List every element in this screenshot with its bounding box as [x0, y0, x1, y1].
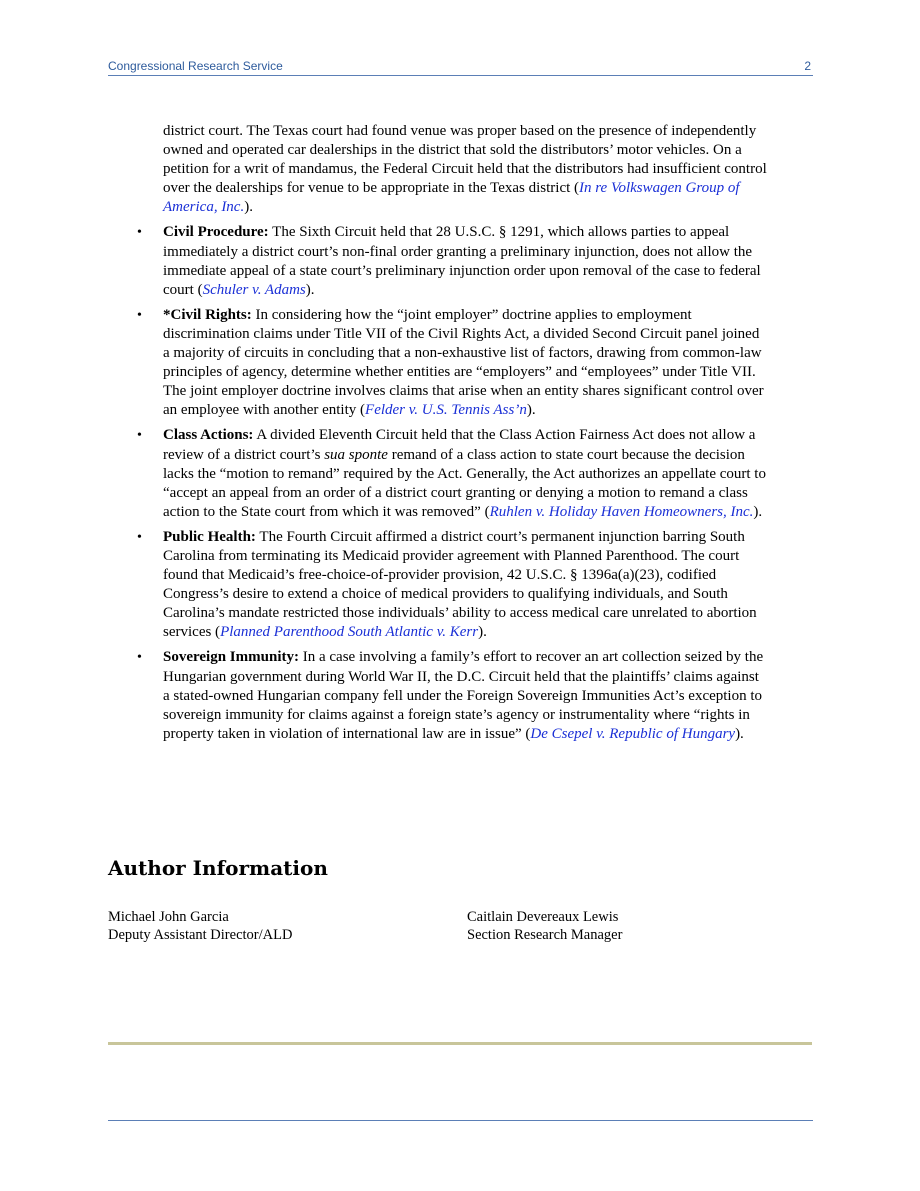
author-block	[108, 908, 292, 944]
list-item-civil-procedure	[108, 223, 768, 299]
document-body	[108, 122, 768, 750]
item-title: *Civil Rights:	[163, 306, 252, 323]
item-text: A divided Eleventh Circuit held that the Class Action Fairness Act does not allow a review of a district court’s	[163, 427, 756, 463]
list-item-sovereign-immunity	[108, 648, 768, 743]
list-item-class-actions	[108, 426, 768, 521]
continuation-close: ).	[244, 199, 253, 216]
item-title: Civil Procedure:	[163, 224, 269, 241]
item-title: Public Health:	[163, 528, 256, 545]
case-link-planned-parenthood[interactable]: Planned Parenthood South Atlantic v. Kerr	[220, 624, 479, 641]
list-item-public-health	[108, 528, 768, 643]
item-text: The Sixth Circuit held that 28 U.S.C. § 1291, which allows parties to appeal immediately a district court’s non-final order granting a preliminary injunction, does not allow the immediate appeal of a state court’s preliminary injunction order upon removal of the case to federal court (	[163, 224, 761, 298]
author-name: Caitlain Devereaux Lewis	[467, 909, 619, 925]
case-link-ruhlen[interactable]: Ruhlen v. Holiday Haven Homeowners, Inc.	[489, 503, 754, 520]
item-close: ).	[735, 725, 744, 742]
footer-rule	[108, 1120, 813, 1121]
case-link-de-csepel[interactable]: De Csepel v. Republic of Hungary	[530, 725, 736, 742]
page-header	[108, 58, 813, 76]
bullet-icon: •	[137, 650, 142, 666]
bullet-icon: •	[137, 529, 142, 545]
item-close: ).	[526, 402, 536, 419]
case-link-schuler[interactable]: Schuler v. Adams	[202, 281, 306, 298]
item-title: Class Actions:	[163, 427, 254, 444]
author-name: Michael John Garcia	[108, 909, 229, 925]
header-org-name: Congressional Research Service	[108, 59, 283, 73]
bullet-icon: •	[137, 307, 142, 323]
author-title: Section Research Manager	[467, 927, 623, 943]
item-text: In considering how the “joint employer” doctrine applies to employment discrimination claims under Title VII of the Civil Rights Act, a divided Second Circuit panel joined a majority of circuits in concluding that a non-exhaustive list of factors, drawing from common-law principles of agency, determine whether entities are “employers” and “employees” under Title VII. The joint employer doctrine involves claims that arise when an entity shares significant control over an employee with another entity (	[163, 306, 764, 419]
item-text: The Fourth Circuit affirmed a district court’s permanent injunction barring South Carolina from terminating its Medicaid provider agreement with Planned Parenthood. The court found that Medicaid’s free-choice-of-provider provision, 42 U.S.C. § 1396a(a)(23), codified Congress’s desire to extend a choice of medical providers to qualifying individuals, and South Carolina’s mandate restricted those individuals’ ability to access medical care unrelated to abortion services (	[163, 528, 757, 641]
footer-divider	[108, 1042, 812, 1045]
author-information-heading: Author Information	[108, 856, 328, 880]
bullet-icon: •	[137, 428, 142, 444]
list-item-civil-rights	[108, 306, 768, 421]
item-close: ).	[478, 624, 487, 641]
bullet-icon: •	[137, 225, 142, 241]
item-text-continued: remand of a class action to state court because the decision lacks the “motion to remand” required by the Act. Generally, the Act authorizes an appellate court to “accept an appeal from an order of a district court granting or denying a motion to remand a class action to the State court from which it was removed” (	[163, 446, 766, 520]
item-text: In a case involving a family’s effort to recover an art collection seized by the Hungarian government during World War II, the D.C. Circuit held that the plaintiffs’ claims against a stated-owned Hungarian company fell under the Foreign Sovereign Immunities Act’s exception to sovereign immunity for claims against a foreign state’s agency or instrumentality where “rights in property taken in violation of international law are in issue” (	[163, 649, 764, 742]
item-close: ).	[305, 281, 315, 298]
author-title: Deputy Assistant Director/ALD	[108, 927, 293, 943]
author-block	[467, 908, 622, 944]
continuation-text: district court. The Texas court had found venue was proper based on the presence of independently owned and operated car dealerships in the district that sold the distributors’ motor vehicles. On a petition for a writ of mandamus, the Federal Circuit held that the distributors had insufficient control over the dealerships for venue to be appropriate in the Texas district (	[163, 123, 767, 197]
case-link-felder[interactable]: Felder v. U.S. Tennis Ass’n	[365, 402, 527, 419]
item-close: ).	[753, 503, 763, 520]
item-title: Sovereign Immunity:	[163, 649, 299, 666]
continuation-paragraph	[163, 122, 768, 217]
page-number: 2	[804, 59, 811, 73]
item-italic-term: sua sponte	[324, 446, 388, 463]
case-link-volkswagen[interactable]: In re Volkswagen Group of America, Inc.	[163, 180, 740, 216]
case-list	[108, 223, 768, 743]
